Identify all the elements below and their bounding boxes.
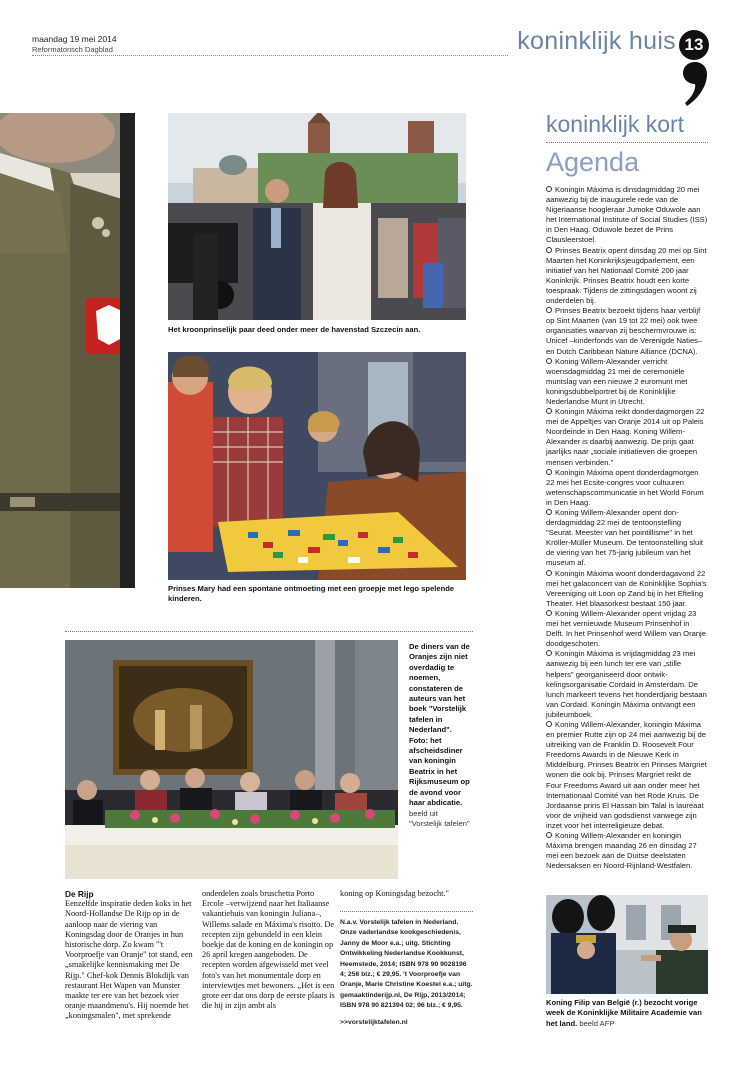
bullet-icon (546, 186, 552, 192)
bullet-icon (546, 610, 552, 616)
article-text-col1: Eenzelfde inspiratie deden koks in het Noord-Hollandse De Rijp op in de aanloop naar de viering van Koningsdag door de Oranjes in hun historische dorp. Zo kwam "'t Voorproefje van Oranje" tot stand, een „smakelijke kennismaking met De Rijp." Chef-kok Dennis Blokdijk van restaurant Het Wapen van Munster maakte ter ere van het bezoek vier oranje maandmenu's. Hij noemde het „koningsmalen", met sprekende (65, 899, 193, 1021)
section-divider (65, 631, 473, 632)
bullet-icon (546, 307, 552, 313)
bullet-icon (546, 832, 552, 838)
article-column-2 (202, 889, 336, 1011)
soldier-photo (0, 113, 135, 588)
agenda-item: Koningin Máxima is vrijdagmiddag 23 mei aanwezig bij een lunch ter ere van „stille helpers" georganiseerd door ontwikkelingsorganisatie Cordaid in Amsterdam. De lunch markeert tevens het honderdjarig bestaan van Cordaid. Koningin Máxima ontvangt een jubileumboek. (546, 649, 707, 719)
agenda-item: Prinses Beatrix opent dinsdag 20 mei op Sint Maarten het Koninkrijksjeugdparlement, een initiatief van het Nationaal Comité 200 jaar Koninkrijk. Prinses Beatrix houdt een korte toespraak. Tijdens de zittingsdagen woont zij onderdelen bij. (546, 245, 707, 306)
bullet-icon (546, 247, 552, 253)
military-academy-photo (546, 895, 708, 994)
article-column-3 (340, 889, 473, 899)
article-text-col2: onderdelen zoals bruschetta Porto Ercole –verwijzend naar het Italiaanse vakantiehuis van koningin Juliana–, Willems salade en Máxima's risotto. De recepten zijn gebundeld in een klein boekje dat de koning en de koningin op 26 april kregen aangeboden. De recepten worden afgewisseld met veel foto's van het monumentale dorp en interviewtjes met bewoners. „Het is een grote eer dat ons dorp de eerste plaats is die hij in zijn ambt als (202, 889, 335, 1011)
section-title: koninklijk huis (517, 27, 676, 55)
bullet-icon (546, 650, 552, 656)
military-caption-credit: beeld AFP (579, 1018, 615, 1028)
agenda-item: Koning Willem-Alexander opent donderdagmiddag 22 mei de tentoonstelling "Seurat. Meester van het pointillisme" in het Kröller-Müller Museum. De tentoonstelling sluit de viering van het 75-jarig jubileum van het museum af. (546, 508, 703, 568)
website-link[interactable]: >>vorstelijktafelen.nl (340, 1019, 408, 1026)
lego-photo (168, 352, 466, 580)
military-caption-text: Koning Filip van België (r.) bezocht vorige week de Koninklijke Militaire Academie van het land. (546, 998, 702, 1028)
bullet-icon (546, 469, 552, 475)
article-heading: De Rijp (65, 889, 94, 899)
agenda-item: Koningin Máxima reikt donderdagmorgen 22 mei de Appeltjes van Oranje 2014 uit op Paleis Noordeinde in Den Haag. Koning Willem-Alexander is daarbij aanwezig. De prijs gaat jaarlijks naar „sociale initiatieven die groepen mensen verbinden." (546, 407, 705, 467)
agenda-list (546, 185, 708, 871)
agenda-item: Koningin Máxima is dinsdagmiddag 20 mei aanwezig bij de inaugurele rede van de Nigeriaanse hoogleraar Jumoke Oduwole aan het International Institute of Social Studies (ISS) in Den Haag. Oduwole bezet de Prins Clausleerstoel. (546, 185, 708, 245)
comma-logo-icon (683, 62, 707, 106)
agenda-item: Koning Willem-Alexander verricht woensdagmiddag 21 mei de ceremoniële muntslag van een nieuwe 2 euromunt met koningsdubbelportret bij de Koninklijke Nederlandse Munt in Utrecht. (546, 356, 688, 406)
issue-date: maandag 19 mei 2014 (32, 34, 117, 44)
bullet-icon (546, 509, 552, 515)
top-photo-caption: Het kroonprinselijk paar deed onder meer de havenstad Szczecin aan. (168, 325, 421, 334)
koninklijk-kort-title: koninklijk kort (546, 111, 685, 137)
agenda-title: Agenda (546, 147, 640, 177)
diner-photo-caption (409, 642, 471, 829)
agenda-item: Koning Willem-Alexander, koningin Máxima en premier Rutte zijn op 24 mei aanwezig bij de uitreiking van de Franklin D. Roosevelt Four Freedoms Awards in de Nieuwe Kerk in Middelburg. Prinses Beatrix en Prinses Margriet wonen die ook bij. Prinses Margriet reikt de Four Freedoms Award uit aan onder meer het Internationaal Comité van het Rode Kruis. De Jordaanse prins El Hassan bin Talal is laureaat voor de vrijheid van godsdienst vanwege zijn inzet voor het interreligieuze debat. (546, 719, 707, 830)
bullet-icon (546, 721, 552, 727)
bullet-icon (546, 570, 552, 576)
newspaper-name: Reformatorisch Dagblad (32, 45, 113, 54)
agenda-item: Koning Willem-Alexander opent vrijdag 23 mei het vernieuwde Museum Prinsenhof in Delft. In het Prinsenhof werd Willem van Oranje doodgeschoten. (546, 608, 706, 649)
diner-photo (65, 640, 398, 879)
diner-caption-text: De diners van de Oranjes zijn niet overdadig te noemen, constateren de auteurs van het boek "Vorstelijk tafelen in Nederland". Foto: het afscheidsdiner van koningin Beatrix in het Rijksmuseum op de avond voor haar abdicatie. (409, 642, 470, 808)
header-rule (32, 55, 508, 56)
szczecin-photo (168, 113, 466, 320)
agenda-item: Koningin Máxima opent donderdagmorgen 22 mei het Ecsite-congres voor cultuuren wetenschapscommunicatie in het World Forum in Den Haag. (546, 467, 704, 507)
page-number-badge: 13 (679, 30, 709, 60)
agenda-item: Koningin Máxima woont donderdagavond 22 mei het galaconcert van de Koninklijke Sophia's Vereeniging uit Loon op Zand bij in het Efteling Theater. Het blaasorkest bestaat 150 jaar. (546, 568, 707, 608)
bullet-icon (546, 358, 552, 364)
agenda-item: Prinses Beatrix bezoekt tijdens haar verblijf op Sint Maarten (van 19 tot 22 mei) ook twee organisaties waarvan zij beschermvrouwe is: Unicef –kinderfonds van de Verenigde Naties– en Dutch Caribbean Nature Alliance (DCNA). (546, 306, 703, 356)
diner-caption-credit: beeld uit "Vorstelijk tafelen" (409, 808, 470, 828)
kort-divider (546, 142, 708, 143)
middle-photo-caption: Prinses Mary had een spontane ontmoeting met een groepje met lego spelende kinderen. (168, 584, 455, 603)
article-text-col3: koning op Koningsdag bezocht." (340, 889, 449, 898)
bullet-icon (546, 408, 552, 414)
article-column-1 (65, 889, 199, 1022)
agenda-item: Koning Willem-Alexander en koningin Máxima brengen maandag 26 en dinsdag 27 mei een bezoek aan de Duitse deelstaten Nedersaksen en Noord-Rijnland-Westfalen. (546, 831, 697, 871)
military-photo-caption (546, 998, 708, 1029)
book-info-divider (340, 911, 473, 912)
book-info: N.a.v. Vorstelijk tafelen in Nederland. Onze vaderlandse kookgeschiedenis, Janny de Moor e.a.; uitg. Stichting Ontwikkeling Nederlandse Kookkunst, Heemstede, 2014; ISBN 978 90 9028196 4; 256 blz.; € 29,95. 't Voorproefje van Oranje, Marie Christine Koestel e.a.; uitg. gemaaktinderijp.nl, De Rijp, 2013/2014; ISBN 978 90 821394 02; 96 blz.; € 9,95. (340, 919, 473, 1010)
